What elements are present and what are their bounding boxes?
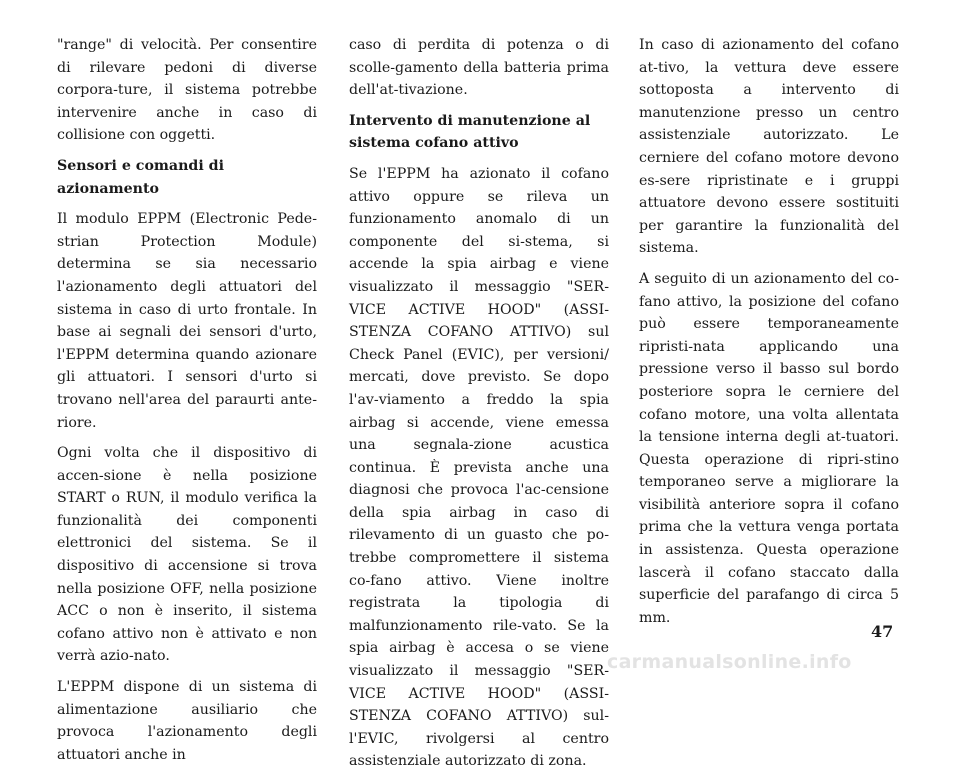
page-number: 47 [871,622,894,641]
paragraph: "range" di velocità. Per consentire di rilevare pedoni di diverse corpora-ture, il sistema potrebbe intervenire anche in caso di collisione con oggetti. [57,37,317,144]
text-column-3 [639,34,899,637]
paragraph: Ogni volta che il dispositivo di accen-sione è nella posizione START o RUN, il modulo verifica la funzionalità dei componenti elettronici del sistema. Se il dispositivo di accensione si trova nella posizione OFF, nella posizione ACC o non è inserito, il sistema cofano attivo non è attivato e non verrà azio-nato. [57,445,317,665]
section-heading-maintenance: Intervento di manutenzione al sistema cofano attivo [349,112,591,152]
paragraph: In caso di azionamento del cofano at-tivo, la vettura deve essere sottoposta a intervento di manutenzione presso un centro assistenziale autorizzato. Le cerniere del cofano motore devono es-sere ripristinate e i gruppi attuatore devono essere sostituiti per garantire la funzionalità del sistema. [639,37,899,257]
text-column-1 [57,34,317,774]
paragraph: Il modulo EPPM (Electronic Pede-strian Protection Module) determina se sia necessario l'azionamento degli attuatori del sistema in caso di urto frontale. In base ai segnali dei sensori d'urto, l'EPPM determina quando azionare gli attuatori. I sensori d'urto si trovano nell'area del paraurti ante-riore. [57,211,317,431]
paragraph: caso di perdita di potenza o di scolle-gamento della batteria prima dell'at-tivazione. [349,37,609,99]
section-heading-sensors: Sensori e comandi di azionamento [57,157,224,197]
paragraph: Se l'EPPM ha azionato il cofano attivo oppure se rileva un funzionamento anomalo di un componente del si-stema, si accende la spia airbag e viene visualizzato il messaggio "SER-VICE ACTIVE HOOD" (ASSI-STENZA COFANO ATTIVO) sul Check Panel (EVIC), per versioni/ mercati, dove previsto. Se dopo l'av-viamento a freddo la spia airbag si accende, viene emessa una segnala-zione acustica continua. È prevista anche una diagnosi che provoca l'ac-censione della spia airbag in caso di rilevamento di un guasto che po-trebbe compromettere il sistema co-fano attivo. Viene inoltre registrata la tipologia di malfunzionamento rile-vato. Se la spia airbag è accesa o se viene visualizzato il messaggio "SER-VICE ACTIVE HOOD" (ASSI-STENZA COFANO ATTIVO) sul-l'EVIC, rivolgersi al centro assistenziale autorizzato di zona. [349,165,609,770]
watermark: carmanualsonline.info [607,651,852,673]
paragraph: A seguito di un azionamento del co-fano attivo, la posizione del cofano può essere temporaneamente ripristi-nata applicando una pressione verso il basso sul bordo posteriore sopra le cerniere del cofano motore, una volta allentata la tensione interna degli at-tuatori. Questa operazione di ripri-stino temporaneo serve a migliorare la visibilità anteriore sopra il cofano prima che la vettura venga portata in assistenza. Questa operazione lascerà il cofano staccato dalla superficie del parafango di circa 5 mm. [639,270,899,626]
text-column-2 [349,34,609,781]
paragraph: L'EPPM dispone di un sistema di alimentazione ausiliario che provoca l'azionamento degli attuatori anche in [57,679,317,763]
